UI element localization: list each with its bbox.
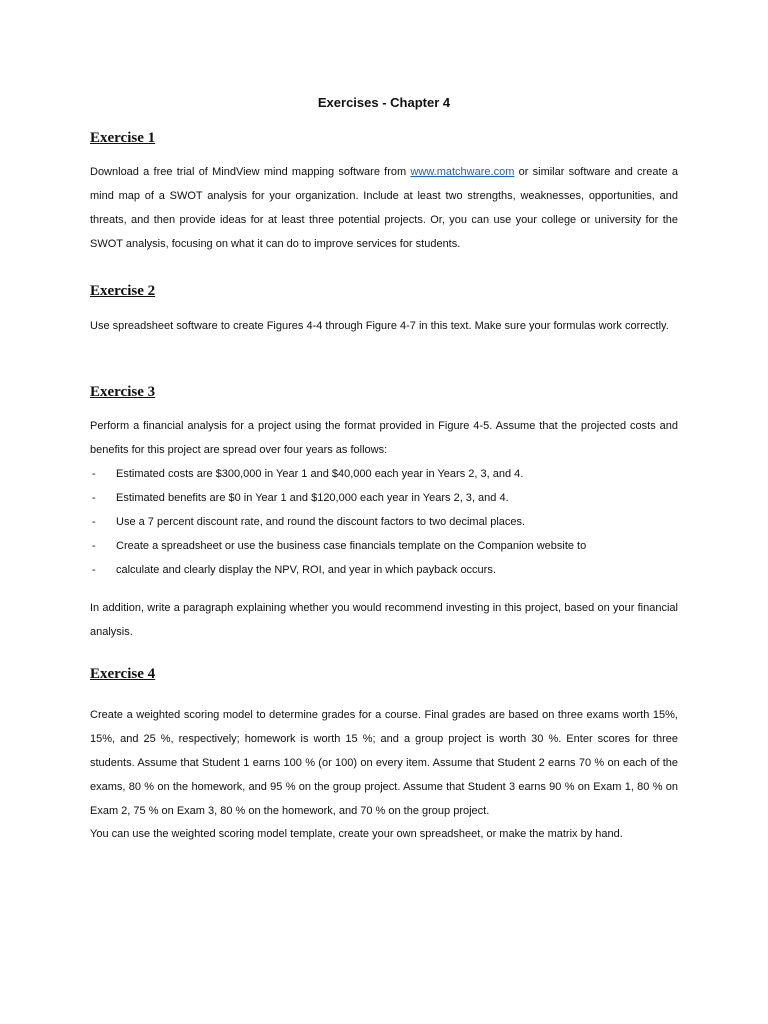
list-item: [90, 462, 678, 486]
exercise-3-heading: Exercise 3: [90, 384, 156, 400]
list-item-text: calculate and clearly display the NPV, ROI, and year in which payback occurs.: [116, 564, 496, 576]
exercise-1-text: [90, 160, 678, 256]
list-item: [90, 558, 678, 582]
list-item: [90, 510, 678, 534]
exercise-3-intro: Perform a financial analysis for a project using the format provided in Figure 4-5. Assume that the projected costs and benefits for this project are spread over four years as follows:: [90, 420, 678, 456]
exercise-3-closing: In addition, write a paragraph explaining whether you would recommend investing in this project, based on your financial analysis.: [90, 602, 678, 638]
bullet-dash: -: [92, 492, 96, 504]
bullet-dash: -: [92, 516, 96, 528]
list-item-text: Create a spreadsheet or use the business case financials template on the Companion website to: [116, 540, 587, 552]
list-item-text: Use a 7 percent discount rate, and round the discount factors to two decimal places.: [116, 516, 526, 528]
exercise-4-closing: You can use the weighted scoring model template, create your own spreadsheet, or make the matrix by hand.: [90, 828, 623, 840]
list-item: [90, 534, 678, 558]
exercise-4-text: Create a weighted scoring model to determine grades for a course. Final grades are based on three exams worth 15%, 15%, and 25 %, respectively; homework is worth 15 %; and a group project is worth 30 %. Enter scores for three students. Assume that Student 1 earns 100 % (or 100) on every item. Assume that Student 2 earns 70 % on each of the exams, 80 % on the homework, and 95 % on the group project. Assume that Student 3 earns 90 % on Exam 1, 80 % on Exam 2, 75 % on Exam 3, 80 % on the homework, and 70 % on the group project.: [90, 709, 678, 817]
exercise-2-text: Use spreadsheet software to create Figures 4-4 through Figure 4-7 in this text. Make sure your formulas work correctly.: [90, 320, 669, 332]
document-title: Exercises - Chapter 4: [317, 95, 451, 110]
list-item: [90, 486, 678, 510]
exercise-2-heading: Exercise 2: [90, 283, 156, 299]
exercise-1-text-end: or similar software and create a mind map of a SWOT analysis for your organization. Include at least two strengths, weaknesses, opportunities, and threats, and then provide ideas for at least three potential projects. Or, you can use your college or university for the SWOT analysis, focusing on what it can do to improve services for students.: [90, 166, 678, 250]
list-item-text: Estimated benefits are $0 in Year 1 and $120,000 each year in Years 2, 3, and 4.: [116, 492, 509, 504]
exercise-3-bullet-list: [90, 462, 678, 582]
matchware-link[interactable]: www.matchware.com: [410, 166, 515, 178]
bullet-dash: -: [92, 540, 96, 552]
exercise-1-text-start: Download a free trial of MindView mind mapping software from: [90, 166, 411, 178]
list-item-text: Estimated costs are $300,000 in Year 1 and $40,000 each year in Years 2, 3, and 4.: [116, 468, 524, 480]
exercise-1-heading: Exercise 1: [90, 130, 156, 146]
bullet-dash: -: [92, 564, 96, 576]
exercise-4-heading: Exercise 4: [90, 666, 156, 682]
bullet-dash: -: [92, 468, 96, 480]
